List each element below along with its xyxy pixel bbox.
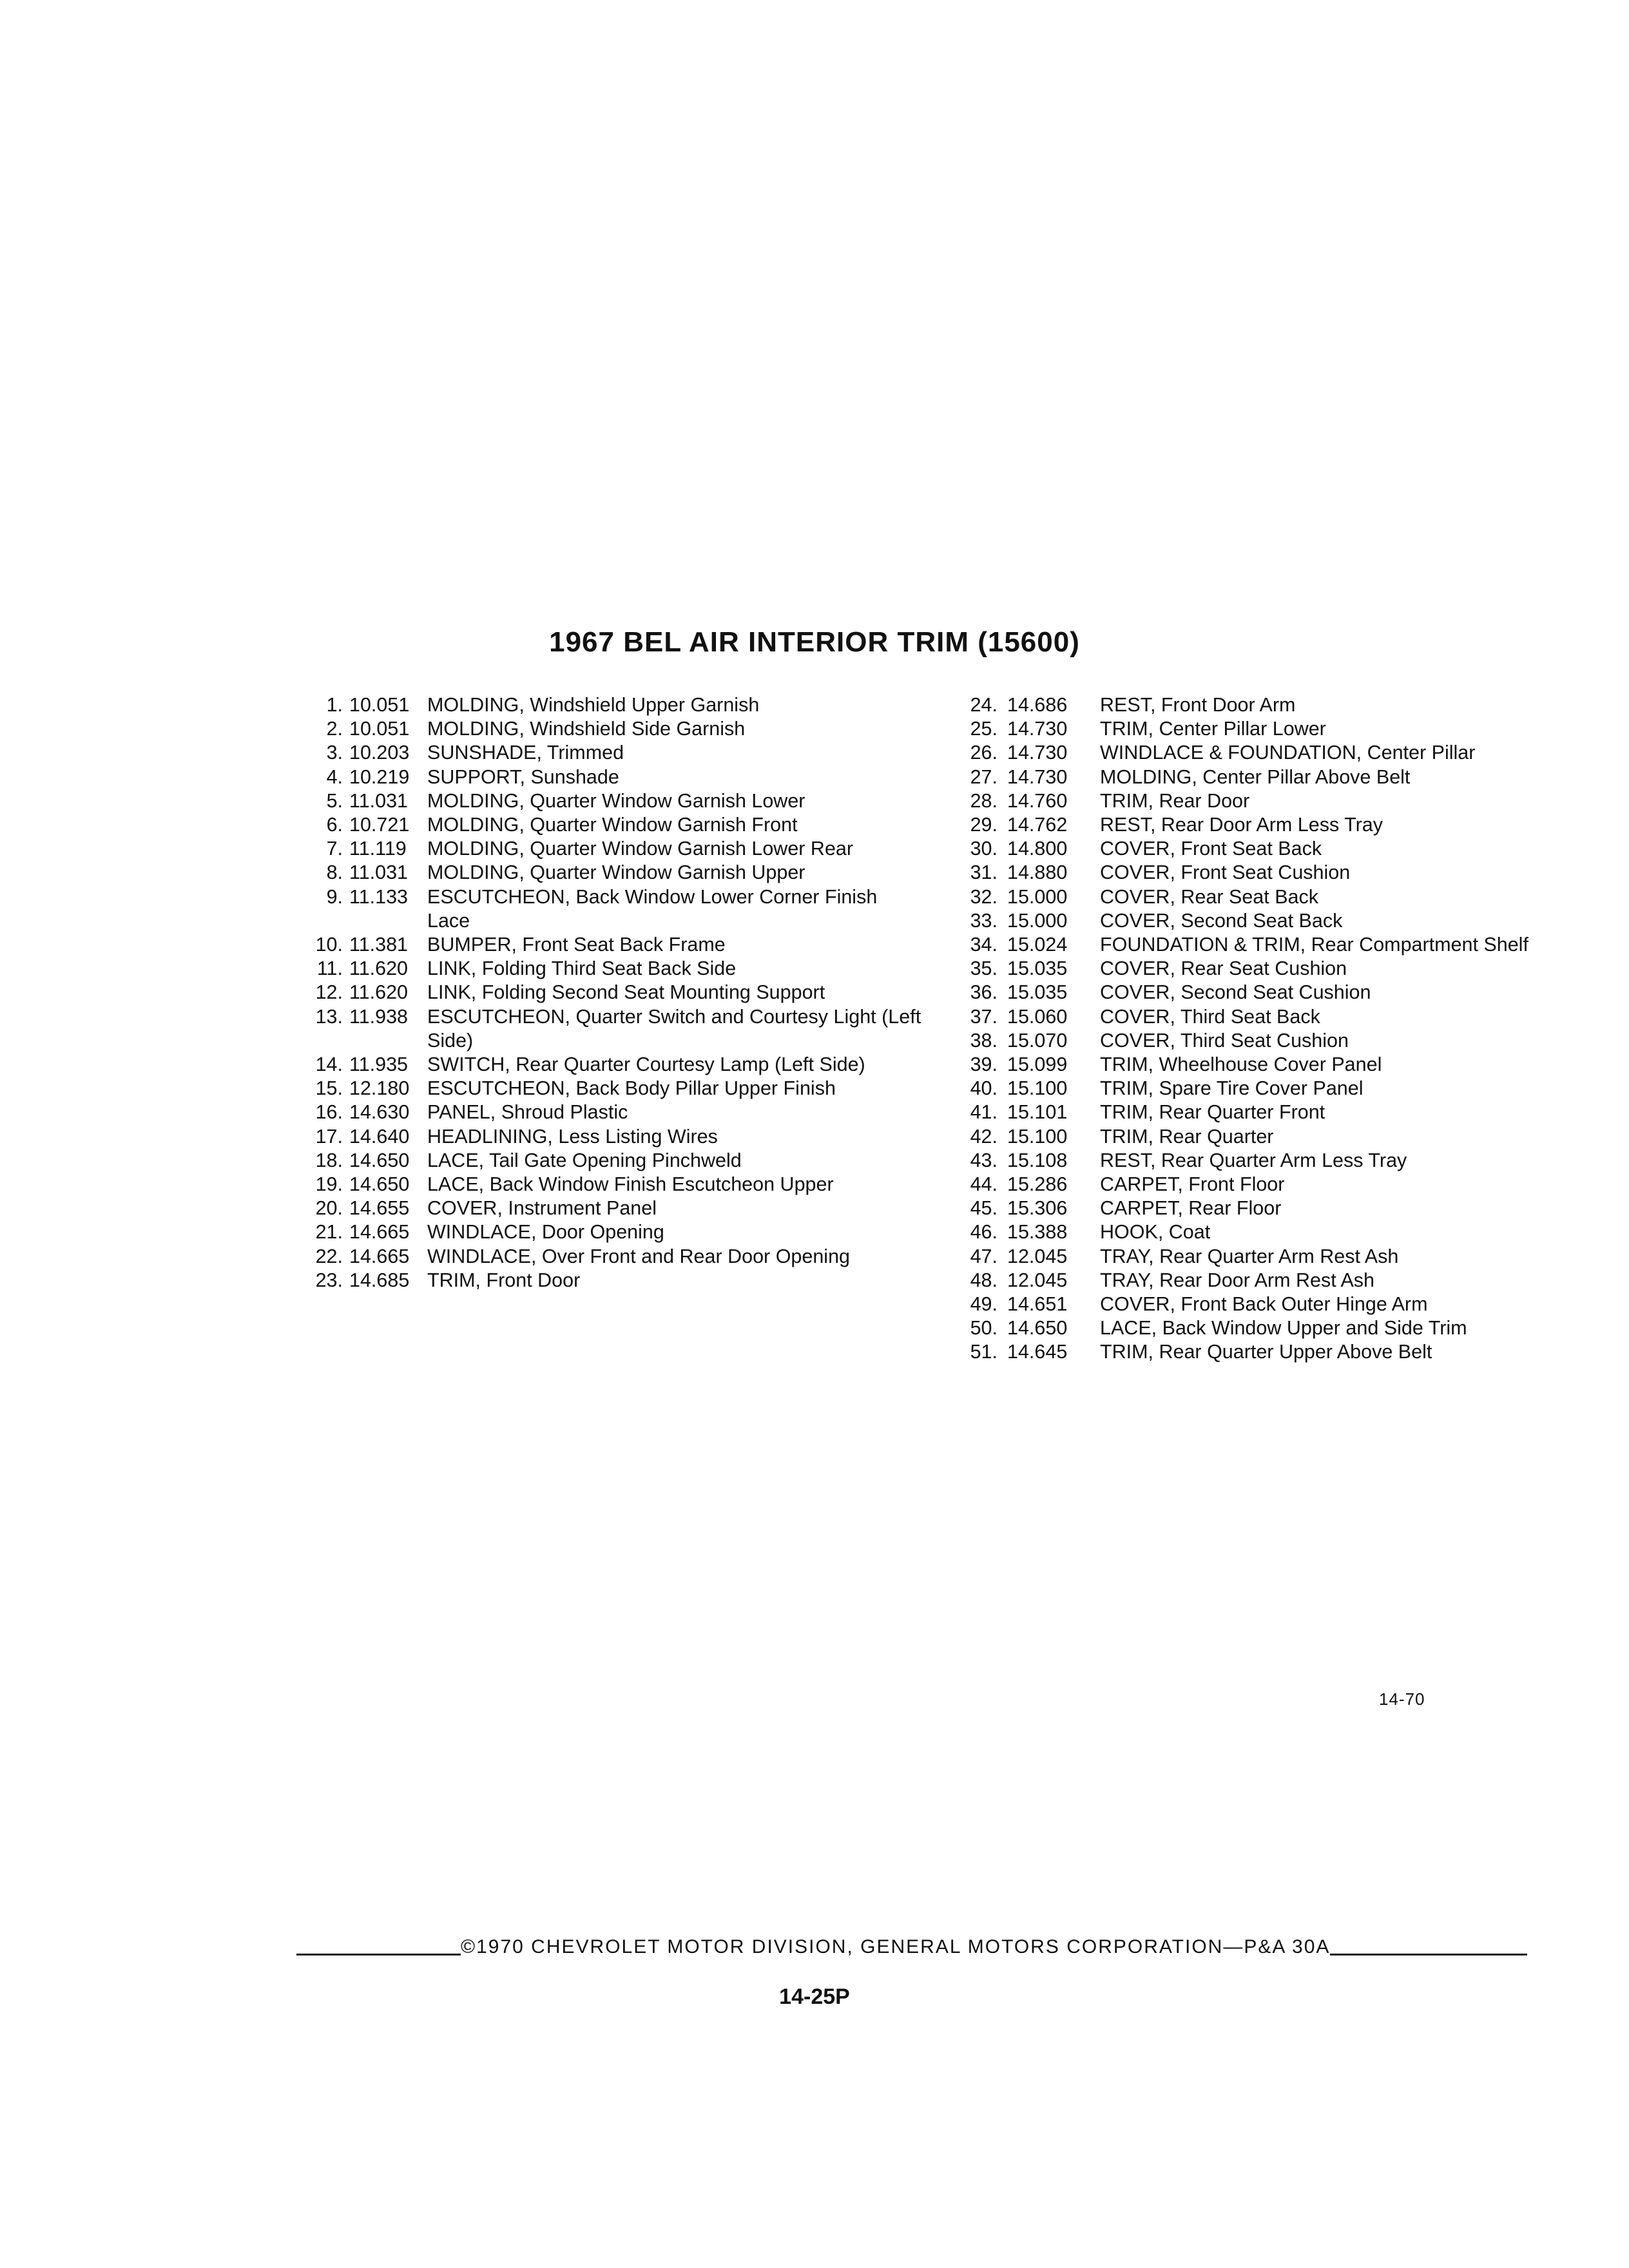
item-description: COVER, Second Seat Back bbox=[1100, 909, 1343, 932]
item-number: 14. bbox=[315, 1053, 343, 1076]
item-number: 45. bbox=[970, 1197, 998, 1220]
parts-list-item bbox=[303, 957, 921, 981]
parts-list-item bbox=[303, 1196, 921, 1220]
item-description: TRIM, Center Pillar Lower bbox=[1100, 718, 1326, 740]
item-description: LACE, Tail Gate Opening Pinchweld bbox=[427, 1149, 742, 1171]
item-number: 47. bbox=[970, 1245, 998, 1267]
item-code: 15.060 bbox=[1007, 1005, 1068, 1028]
parts-list-item bbox=[967, 837, 1559, 861]
item-description: PANEL, Shroud Plastic bbox=[427, 1101, 628, 1124]
item-code: 11.031 bbox=[349, 861, 409, 884]
item-code: 11.938 bbox=[349, 1005, 409, 1028]
parts-list-item bbox=[303, 789, 921, 813]
item-number: 8. bbox=[326, 861, 343, 884]
item-number: 4. bbox=[326, 765, 343, 788]
item-description: COVER, Front Seat Back bbox=[1100, 838, 1322, 860]
item-code: 14.730 bbox=[1007, 765, 1068, 788]
item-number: 38. bbox=[970, 1029, 998, 1052]
parts-list-item bbox=[303, 933, 921, 957]
item-code: 15.286 bbox=[1007, 1173, 1068, 1196]
item-description: TRIM, Spare Tire Cover Panel bbox=[1100, 1077, 1364, 1100]
item-number: 16. bbox=[315, 1101, 343, 1124]
footer-rule-right bbox=[1330, 1954, 1527, 1956]
item-number: 10. bbox=[315, 934, 343, 956]
item-number: 6. bbox=[326, 814, 343, 836]
item-number: 20. bbox=[315, 1197, 343, 1220]
item-code: 11.381 bbox=[349, 934, 409, 956]
item-code: 14.800 bbox=[1007, 838, 1068, 860]
item-code: 14.762 bbox=[1007, 814, 1068, 836]
parts-list-item bbox=[303, 861, 921, 885]
parts-list-item bbox=[967, 717, 1559, 741]
item-number: 50. bbox=[970, 1317, 998, 1340]
item-description: SWITCH, Rear Quarter Courtesy Lamp (Left Side) bbox=[427, 1053, 865, 1076]
parts-list-item bbox=[967, 1220, 1559, 1244]
item-description: MOLDING, Quarter Window Garnish Front bbox=[427, 814, 798, 836]
item-description: COVER, Third Seat Back bbox=[1100, 1005, 1320, 1028]
item-code: 15.101 bbox=[1007, 1101, 1068, 1124]
item-code: 15.108 bbox=[1007, 1149, 1068, 1171]
item-code: 15.035 bbox=[1007, 957, 1068, 980]
item-number: 42. bbox=[970, 1125, 998, 1148]
parts-list-item bbox=[303, 885, 921, 933]
item-number: 48. bbox=[970, 1269, 998, 1291]
copyright-text: ©1970 CHEVROLET MOTOR DIVISION, GENERAL MOTORS CORPORATION—P&A 30A bbox=[461, 1936, 1331, 1957]
parts-list-item bbox=[303, 981, 921, 1004]
parts-list-item bbox=[967, 1340, 1559, 1364]
item-number: 28. bbox=[970, 789, 998, 812]
parts-list-item bbox=[967, 765, 1559, 789]
item-number: 1. bbox=[326, 694, 343, 716]
item-number: 43. bbox=[970, 1149, 998, 1171]
item-number: 51. bbox=[970, 1341, 998, 1363]
item-description: REST, Rear Quarter Arm Less Tray bbox=[1100, 1149, 1407, 1171]
parts-list-item bbox=[303, 1100, 921, 1124]
item-number: 36. bbox=[970, 981, 998, 1004]
item-code: 14.730 bbox=[1007, 718, 1068, 740]
item-code: 14.640 bbox=[349, 1125, 410, 1148]
item-code: 12.045 bbox=[1007, 1245, 1068, 1267]
item-code: 15.000 bbox=[1007, 909, 1068, 932]
item-code: 11.935 bbox=[349, 1053, 409, 1076]
item-number: 31. bbox=[970, 861, 998, 884]
parts-list-item bbox=[967, 789, 1559, 813]
parts-list-item bbox=[303, 1173, 921, 1196]
parts-list-item bbox=[303, 1220, 921, 1244]
figure-reference: 14-70 bbox=[1379, 1689, 1425, 1709]
parts-list-item bbox=[967, 1149, 1559, 1173]
item-description: TRIM, Wheelhouse Cover Panel bbox=[1100, 1053, 1382, 1076]
parts-list-item bbox=[967, 693, 1559, 717]
item-description: TRAY, Rear Quarter Arm Rest Ash bbox=[1100, 1245, 1399, 1267]
item-description: TRIM, Rear Quarter bbox=[1100, 1125, 1274, 1148]
parts-list-item bbox=[967, 741, 1559, 765]
item-description: WINDLACE, Over Front and Rear Door Opening bbox=[427, 1245, 851, 1267]
item-description: HOOK, Coat bbox=[1100, 1221, 1211, 1244]
item-code: 14.650 bbox=[349, 1149, 410, 1171]
item-number: 24. bbox=[970, 694, 998, 716]
item-code: 14.686 bbox=[1007, 694, 1068, 716]
item-code: 10.203 bbox=[349, 742, 410, 764]
item-number: 23. bbox=[315, 1269, 343, 1291]
item-code: 10.051 bbox=[349, 718, 410, 740]
item-description: TRIM, Rear Quarter Upper Above Belt bbox=[1100, 1341, 1432, 1363]
parts-list-item bbox=[303, 1053, 921, 1077]
item-number: 44. bbox=[970, 1173, 998, 1196]
parts-list-item bbox=[967, 885, 1559, 909]
parts-list-item bbox=[303, 1125, 921, 1149]
item-code: 15.100 bbox=[1007, 1077, 1068, 1100]
item-description: COVER, Front Back Outer Hinge Arm bbox=[1100, 1293, 1428, 1316]
item-number: 35. bbox=[970, 957, 998, 980]
item-number: 27. bbox=[970, 765, 998, 788]
copyright-footer bbox=[296, 1936, 1527, 1958]
item-description: BUMPER, Front Seat Back Frame bbox=[427, 934, 726, 956]
item-code: 12.045 bbox=[1007, 1269, 1068, 1291]
parts-list-item bbox=[303, 1077, 921, 1100]
item-code: 12.180 bbox=[349, 1077, 410, 1100]
item-code: 15.070 bbox=[1007, 1029, 1068, 1052]
parts-list-item bbox=[967, 1005, 1559, 1029]
item-description: COVER, Rear Seat Back bbox=[1100, 885, 1319, 908]
item-number: 13. bbox=[315, 1005, 343, 1028]
item-description: MOLDING, Windshield Upper Garnish bbox=[427, 694, 760, 716]
parts-list-item bbox=[967, 1053, 1559, 1077]
item-description: LACE, Back Window Upper and Side Trim bbox=[1100, 1317, 1467, 1340]
item-description: ESCUTCHEON, Back Window Lower Corner Finish Lace bbox=[427, 885, 878, 932]
parts-list-item bbox=[303, 837, 921, 861]
item-description: WINDLACE, Door Opening bbox=[427, 1221, 664, 1244]
item-code: 11.133 bbox=[349, 885, 409, 908]
parts-list-item bbox=[303, 741, 921, 765]
item-number: 25. bbox=[970, 718, 998, 740]
item-number: 9. bbox=[326, 885, 343, 908]
item-code: 15.035 bbox=[1007, 981, 1068, 1004]
item-number: 18. bbox=[315, 1149, 343, 1171]
item-code: 10.051 bbox=[349, 694, 410, 716]
footer-rule-left bbox=[296, 1954, 461, 1956]
item-code: 15.099 bbox=[1007, 1053, 1068, 1076]
item-number: 29. bbox=[970, 814, 998, 836]
parts-list-item bbox=[303, 1269, 921, 1293]
item-number: 2. bbox=[326, 718, 343, 740]
item-number: 22. bbox=[315, 1245, 343, 1267]
item-number: 39. bbox=[970, 1053, 998, 1076]
item-description: MOLDING, Quarter Window Garnish Lower bbox=[427, 789, 805, 812]
item-description: ESCUTCHEON, Back Body Pillar Upper Finish bbox=[427, 1077, 836, 1100]
parts-list-item bbox=[967, 1293, 1559, 1316]
item-code: 10.721 bbox=[349, 814, 410, 836]
item-description: TRIM, Rear Door bbox=[1100, 789, 1250, 812]
item-description: TRIM, Rear Quarter Front bbox=[1100, 1101, 1325, 1124]
item-code: 11.620 bbox=[349, 981, 409, 1004]
item-code: 14.685 bbox=[349, 1269, 410, 1291]
item-description: FOUNDATION & TRIM, Rear Compartment Shelf bbox=[1100, 934, 1528, 956]
parts-list-item bbox=[967, 933, 1559, 957]
item-number: 17. bbox=[315, 1125, 343, 1148]
item-description: COVER, Second Seat Cushion bbox=[1100, 981, 1371, 1004]
item-code: 14.645 bbox=[1007, 1341, 1068, 1363]
item-code: 14.630 bbox=[349, 1101, 410, 1124]
item-number: 37. bbox=[970, 1005, 998, 1028]
item-code: 15.024 bbox=[1007, 934, 1068, 956]
item-code: 15.306 bbox=[1007, 1197, 1068, 1220]
item-description: TRIM, Front Door bbox=[427, 1269, 581, 1291]
parts-list-item bbox=[967, 861, 1559, 885]
parts-list-item bbox=[303, 765, 921, 789]
item-description: SUPPORT, Sunshade bbox=[427, 765, 619, 788]
parts-list-item bbox=[303, 1149, 921, 1173]
item-description: COVER, Front Seat Cushion bbox=[1100, 861, 1351, 884]
item-code: 10.219 bbox=[349, 765, 410, 788]
item-code: 15.388 bbox=[1007, 1221, 1068, 1244]
item-number: 3. bbox=[326, 742, 343, 764]
item-number: 40. bbox=[970, 1077, 998, 1100]
parts-list-item bbox=[967, 1316, 1559, 1340]
parts-list-item bbox=[967, 1029, 1559, 1053]
parts-list-item bbox=[967, 909, 1559, 933]
item-description: LACE, Back Window Finish Escutcheon Upper bbox=[427, 1173, 834, 1196]
item-number: 32. bbox=[970, 885, 998, 908]
item-code: 14.650 bbox=[1007, 1317, 1068, 1340]
parts-list-item bbox=[303, 1245, 921, 1269]
parts-list-item bbox=[967, 1269, 1559, 1293]
item-number: 41. bbox=[970, 1101, 998, 1124]
item-code: 14.665 bbox=[349, 1245, 410, 1267]
page-title: 1967 BEL AIR INTERIOR TRIM (15600) bbox=[549, 626, 1080, 658]
item-number: 12. bbox=[315, 981, 343, 1004]
item-code: 14.880 bbox=[1007, 861, 1068, 884]
page-number: 14-25P bbox=[779, 1984, 850, 2009]
parts-list-item bbox=[303, 717, 921, 741]
item-code: 15.100 bbox=[1007, 1125, 1068, 1148]
item-code: 14.655 bbox=[349, 1197, 410, 1220]
item-description: LINK, Folding Third Seat Back Side bbox=[427, 957, 737, 980]
item-description: COVER, Instrument Panel bbox=[427, 1197, 657, 1220]
item-code: 14.651 bbox=[1007, 1293, 1068, 1316]
item-number: 7. bbox=[326, 838, 343, 860]
item-description: TRAY, Rear Door Arm Rest Ash bbox=[1100, 1269, 1375, 1291]
item-number: 46. bbox=[970, 1221, 998, 1244]
item-description: HEADLINING, Less Listing Wires bbox=[427, 1125, 718, 1148]
parts-list-item bbox=[967, 1245, 1559, 1269]
item-code: 14.650 bbox=[349, 1173, 410, 1196]
item-number: 15. bbox=[315, 1077, 343, 1100]
item-description: REST, Rear Door Arm Less Tray bbox=[1100, 814, 1383, 836]
item-number: 30. bbox=[970, 838, 998, 860]
item-description: COVER, Rear Seat Cushion bbox=[1100, 957, 1347, 980]
item-number: 19. bbox=[315, 1173, 343, 1196]
parts-list-right bbox=[967, 693, 1559, 1365]
item-number: 21. bbox=[315, 1221, 343, 1244]
item-description: CARPET, Front Floor bbox=[1100, 1173, 1285, 1196]
item-description: CARPET, Rear Floor bbox=[1100, 1197, 1282, 1220]
parts-list-item bbox=[303, 1005, 921, 1053]
parts-list-item bbox=[967, 957, 1559, 981]
item-number: 49. bbox=[970, 1293, 998, 1316]
item-code: 11.031 bbox=[349, 789, 409, 812]
parts-list-left bbox=[303, 693, 921, 1293]
item-code: 15.000 bbox=[1007, 885, 1068, 908]
item-description: WINDLACE & FOUNDATION, Center Pillar bbox=[1100, 742, 1476, 764]
parts-list-item bbox=[303, 813, 921, 837]
parts-list-item bbox=[967, 1100, 1559, 1124]
parts-list-item bbox=[967, 1173, 1559, 1196]
item-description: MOLDING, Center Pillar Above Belt bbox=[1100, 765, 1411, 788]
item-description: MOLDING, Quarter Window Garnish Lower Rear bbox=[427, 838, 854, 860]
item-code: 14.730 bbox=[1007, 742, 1068, 764]
item-code: 11.119 bbox=[349, 838, 407, 860]
item-number: 33. bbox=[970, 909, 998, 932]
item-code: 14.760 bbox=[1007, 789, 1068, 812]
item-description: SUNSHADE, Trimmed bbox=[427, 742, 624, 764]
item-description: ESCUTCHEON, Quarter Switch and Courtesy Light (Left Side) bbox=[427, 1005, 921, 1052]
item-description: COVER, Third Seat Cushion bbox=[1100, 1029, 1349, 1052]
parts-list-item bbox=[303, 693, 921, 717]
parts-list-item bbox=[967, 1196, 1559, 1220]
item-number: 11. bbox=[316, 957, 343, 980]
parts-list-item bbox=[967, 813, 1559, 837]
item-code: 14.665 bbox=[349, 1221, 410, 1244]
item-description: MOLDING, Quarter Window Garnish Upper bbox=[427, 861, 805, 884]
item-description: MOLDING, Windshield Side Garnish bbox=[427, 718, 746, 740]
item-number: 26. bbox=[970, 742, 998, 764]
item-description: LINK, Folding Second Seat Mounting Support bbox=[427, 981, 825, 1004]
item-number: 5. bbox=[326, 789, 343, 812]
item-number: 34. bbox=[970, 934, 998, 956]
parts-list-item bbox=[967, 1125, 1559, 1149]
parts-list-item bbox=[967, 1077, 1559, 1100]
parts-list-item bbox=[967, 981, 1559, 1004]
item-description: REST, Front Door Arm bbox=[1100, 694, 1296, 716]
item-code: 11.620 bbox=[349, 957, 409, 980]
